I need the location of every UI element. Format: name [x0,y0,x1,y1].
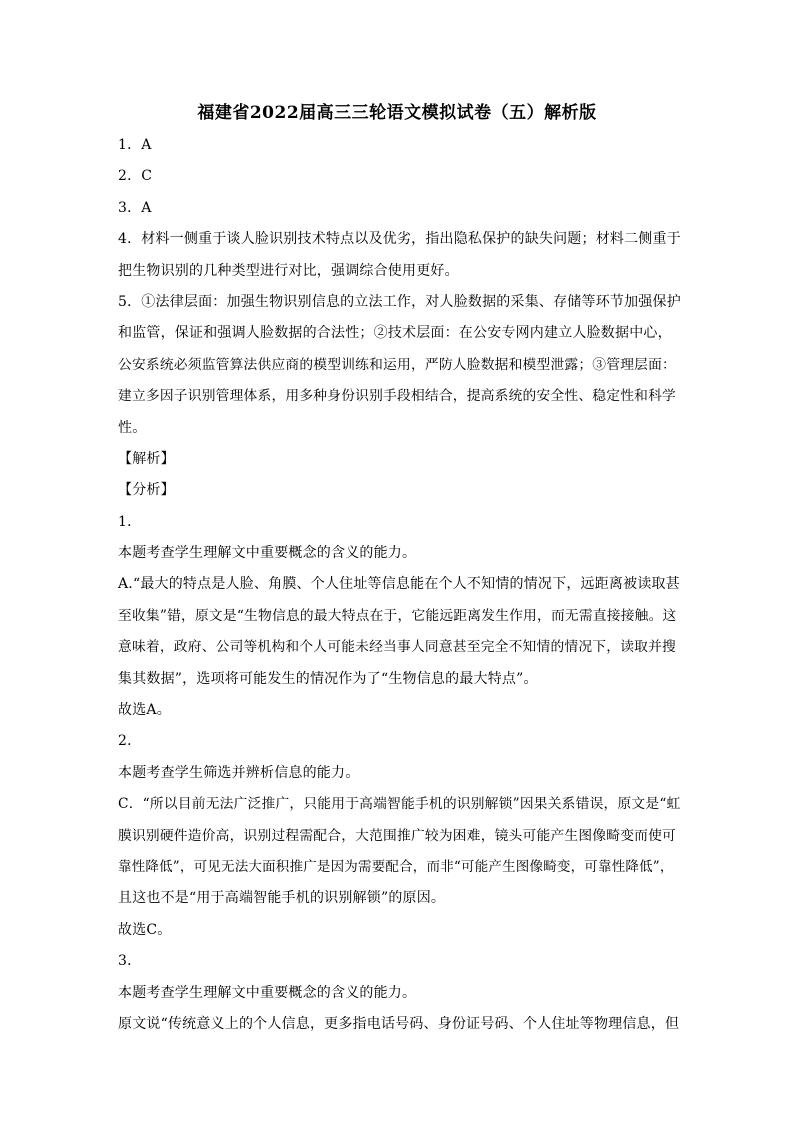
document-title: 福建省2022届高三三轮语文模拟试卷（五）解析版 [197,103,597,123]
text-line: 膜识别硬件造价高，识别过程需配合，大范围推广较为困难，镜头可能产生图像畸变而使可 [118,827,677,844]
text-line: 3． [118,953,142,970]
text-line: 集其数据”，选项将可能发生的情况作为了“生物信息的最大特点”。 [118,670,538,687]
text-line: 建立多因子识别管理体系，用多种身份识别手段相结合，提高系统的安全性、稳定性和科学 [118,388,677,405]
text-line: 意味着，政府、公司等机构和个人可能未经当事人同意甚至完全不知情的情况下，读取并搜 [118,639,677,656]
text-line: 4．材料一侧重于谈人脸识别技术特点以及优劣，指出隐私保护的缺失问题；材料二侧重于 [118,231,681,248]
text-line: 本题考查学生理解文中重要概念的含义的能力。 [118,984,417,1001]
text-line: A.“最大的特点是人脸、角膜、个人住址等信息能在个人不知情的情况下，远距离被读取甚 [118,576,680,593]
text-line: 公安系统必须监管算法供应商的模型训练和运用，严防人脸数据和模型泄露；③管理层面： [118,356,677,373]
text-line: 把生物识别的几种类型进行对比，强调综合使用更好。 [118,262,459,279]
text-line: 1．A [118,137,152,153]
text-line: 本题考查学生筛选并辨析信息的能力。 [118,764,360,781]
text-line: 3．A [118,199,152,216]
text-line: 2． [118,733,142,750]
text-line: 1． [118,513,142,530]
text-line: 故选A。 [118,702,171,719]
text-line: 至收集”错，原文是“生物信息的最大特点在于，它能远距离发生作用，而无需直接接触。这 [118,607,677,624]
text-line: 性。 [118,419,147,436]
text-line: C．“所以目前无法广泛推广，只能用于高端智能手机的识别解锁”因果关系错误，原文是“虹 [118,796,681,813]
text-line: 2．C [118,168,153,185]
document-body [118,130,683,1040]
text-line: 【分析】 [118,482,175,499]
text-line: 【解析】 [118,450,175,467]
text-line: 故选C。 [118,921,172,938]
text-line: 本题考查学生理解文中重要概念的含义的能力。 [118,545,417,562]
text-line: 原文说“传统意义上的个人信息，更多指电话号码、身份证号码、个人住址等物理信息，但 [118,1015,680,1032]
text-line: 且这也不是“用于高端智能手机的识别解锁”的原因。 [118,890,446,907]
text-line: 靠性降低”，可见无法大面积推广是因为需要配合，而非“可能产生图像畸变，可靠性降低”， [118,858,674,875]
text-line: 5．①法律层面：加强生物识别信息的立法工作，对人脸数据的采集、存储等环节加强保护 [118,293,681,310]
text-line: 和监管，保证和强调人脸数据的合法性；②技术层面：在公安专网内建立人脸数据中心， [118,325,672,342]
